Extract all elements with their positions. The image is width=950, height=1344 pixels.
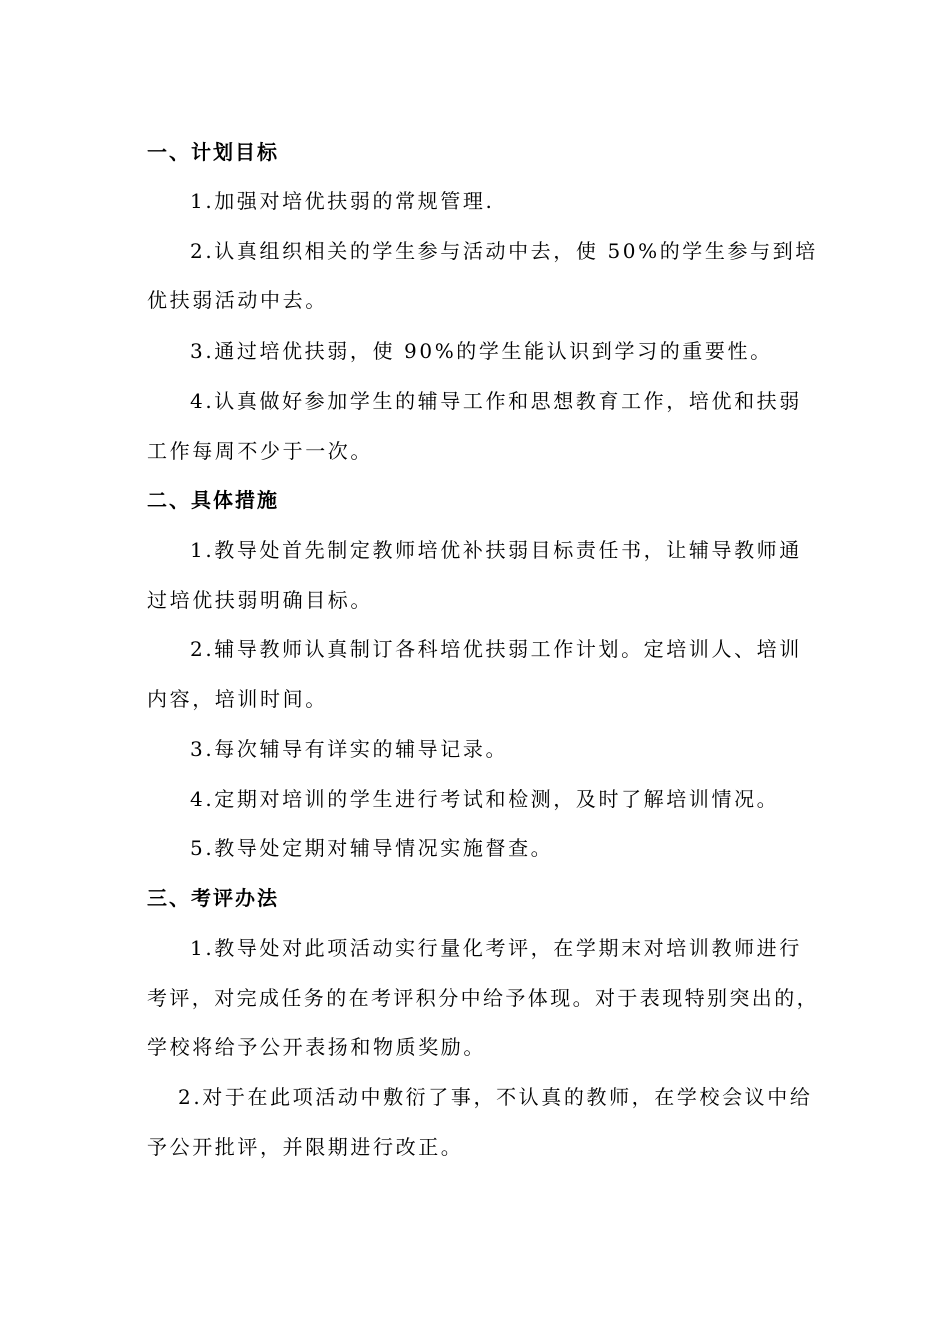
goal-item-1: 1.加强对培优扶弱的常规管理. <box>190 189 495 213</box>
measure-item-3: 3.每次辅导有详实的辅导记录。 <box>190 737 509 761</box>
evaluation-item-2-line-2: 予公开批评，并限期进行改正。 <box>147 1135 464 1159</box>
measure-item-2-line-1: 2.辅导教师认真制订各科培优扶弱工作计划。定培训人、培训 <box>190 637 802 661</box>
measure-item-2-line-2: 内容，培训时间。 <box>147 687 328 711</box>
section-heading-evaluation: 三、考评办法 <box>147 886 279 910</box>
measure-item-5: 5.教导处定期对辅导情况实施督查。 <box>190 836 554 860</box>
evaluation-item-1-line-1: 1.教导处对此项活动实行量化考评，在学期末对培训教师进行 <box>190 936 802 960</box>
goal-item-2-line-2: 优扶弱活动中去。 <box>147 288 328 312</box>
measure-item-1-line-2: 过培优扶弱明确目标。 <box>147 588 373 612</box>
goal-item-4-line-2: 工作每周不少于一次。 <box>147 439 373 463</box>
section-heading-measures: 二、具体措施 <box>147 488 279 512</box>
goal-item-4-line-1: 4.认真做好参加学生的辅导工作和思想教育工作，培优和扶弱 <box>190 389 802 413</box>
section-heading-plan-goals: 一、计划目标 <box>147 140 279 164</box>
measure-item-1-line-1: 1.教导处首先制定教师培优补扶弱目标责任书，让辅导教师通 <box>190 538 802 562</box>
evaluation-item-2-line-1: 2.对于在此项活动中敷衍了事，不认真的教师，在学校会议中给 <box>178 1085 813 1109</box>
evaluation-item-1-line-3: 学校将给予公开表扬和物质奖励。 <box>147 1035 486 1059</box>
measure-item-4: 4.定期对培训的学生进行考试和检测，及时了解培训情况。 <box>190 787 780 811</box>
goal-item-2-line-1: 2.认真组织相关的学生参与活动中去，使 50%的学生参与到培 <box>190 239 818 263</box>
evaluation-item-1-line-2: 考评，对完成任务的在考评积分中给予体现。对于表现特别突出的， <box>147 986 819 1010</box>
goal-item-3: 3.通过培优扶弱，使 90%的学生能认识到学习的重要性。 <box>190 339 773 363</box>
